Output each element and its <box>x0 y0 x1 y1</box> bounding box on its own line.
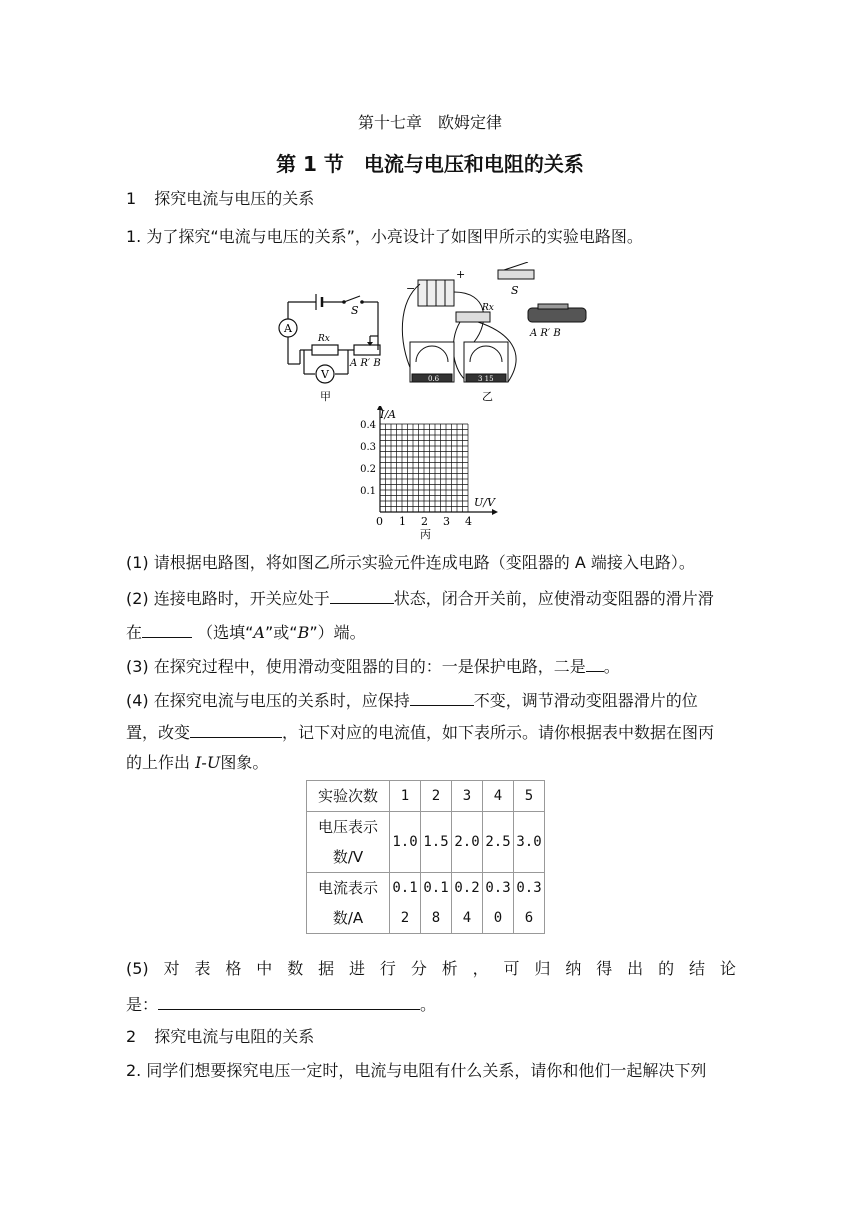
q1-5-char: 归 <box>534 959 551 978</box>
figure-yi-caption: 乙 <box>482 390 493 403</box>
q1-5-char: 格 <box>225 959 242 978</box>
q1-2-text-h: ”）端。 <box>309 623 366 642</box>
table-cell: 0.3 0 <box>483 873 514 934</box>
q1-5-char: 论 <box>719 959 736 978</box>
answer-blank-conclusion[interactable] <box>158 992 420 1010</box>
q1-4-text-c: 置，改变 <box>126 723 191 742</box>
apparatus-switch-label: S <box>511 284 519 297</box>
graph-x-tick-label: 2 <box>421 515 428 528</box>
q1-2-text-d: （选填“ <box>197 623 254 642</box>
apparatus-picture-yi <box>398 262 598 416</box>
chapter-heading: 第十七章 欧姆定律 <box>357 113 502 132</box>
q1-3-text-b: 。 <box>603 657 620 676</box>
question1-part5-line1 <box>126 958 736 980</box>
q1-4-text-b: 不变，调节滑动变阻器滑片的位 <box>473 691 698 710</box>
question1-part5-line2 <box>126 992 436 1016</box>
q1-5-char: 数 <box>287 959 304 978</box>
graph-y-tick-label: 0.1 <box>360 486 376 497</box>
q1-2-text-f: ”或“ <box>264 623 298 642</box>
q1-5-char: 出 <box>627 959 644 978</box>
answer-blank-switch-state[interactable] <box>330 586 394 604</box>
part2-heading <box>126 1026 314 1048</box>
table-cell: 1.5 <box>421 812 452 873</box>
question1-part2-line1 <box>126 586 714 610</box>
question1-intro: 1. 为了探究“电流与电压的关系”，小亮设计了如图甲所示的实验电路图。 <box>126 227 643 246</box>
q1-5-char: (5) <box>126 959 149 978</box>
q1-2-text-a: (2) 连接电路时，开关应处于 <box>126 589 330 608</box>
table-cell: 1.0 <box>390 812 421 873</box>
table-cell: 1 <box>390 781 421 812</box>
table-head-voltage: 电压表示 数/V <box>307 812 390 873</box>
q1-5-char: 得 <box>596 959 613 978</box>
q1-5-text-c: 。 <box>420 995 437 1014</box>
q1-5-char: 对 <box>163 959 180 978</box>
table-row <box>307 812 545 873</box>
question1-part2-line2 <box>126 620 366 644</box>
q1-5-char: 可 <box>503 959 520 978</box>
part1-title: 探究电流与电压的关系 <box>154 189 315 208</box>
data-table <box>306 780 545 934</box>
table-row <box>307 781 545 812</box>
part2-number: 2 <box>126 1027 137 1046</box>
option-a-letter: A <box>253 623 265 642</box>
table-cell: 2.5 <box>483 812 514 873</box>
q1-2-text-c: 在 <box>126 623 143 642</box>
table-cell: 2 <box>421 781 452 812</box>
q1-5-char: 析 <box>441 959 458 978</box>
q1-5-char: 行 <box>379 959 396 978</box>
graph-x-tick-label: 3 <box>443 515 450 528</box>
table-cell: 3 <box>452 781 483 812</box>
answer-blank-changed-quantity[interactable] <box>190 720 282 738</box>
answer-blank-slider-end[interactable] <box>142 620 192 638</box>
question1-part4-line3 <box>126 752 268 774</box>
q1-5-char: 据 <box>318 959 335 978</box>
table-head-trial: 实验次数 <box>307 781 390 812</box>
graph-y-tick-label: 0.2 <box>360 464 376 475</box>
table-cell: 2.0 <box>452 812 483 873</box>
rheostat-label: A R′ B <box>350 358 381 369</box>
resistor-label: Rx <box>318 334 330 344</box>
battery-plus-label: + <box>456 268 466 281</box>
option-b-letter: B <box>297 623 310 642</box>
q1-4-text-d: ，记下对应的电流值，如下表所示。请你根据表中数据在图丙 <box>282 723 715 742</box>
graph-x-axis-label: U/V <box>474 496 495 509</box>
voltmeter-range-label: 3 15 <box>478 375 494 383</box>
q1-2-text-b: 状态，闭合开关前，应使滑动变阻器的滑片滑 <box>393 589 714 608</box>
table-head-current: 电流表示 数/A <box>307 873 390 934</box>
graph-y-axis-label: I/A <box>380 408 396 421</box>
q1-5-char: 分 <box>410 959 427 978</box>
q1-4-text-g: 图象。 <box>220 753 269 772</box>
voltmeter-symbol-label: V <box>321 368 329 381</box>
q1-5-text-b: 是： <box>126 995 159 1014</box>
table-cell: 0.1 8 <box>421 873 452 934</box>
table-cell: 0.1 2 <box>390 873 421 934</box>
table-cell: 3.0 <box>514 812 545 873</box>
question1-part4-line2 <box>126 720 714 744</box>
question1-part4-line1 <box>126 688 698 712</box>
figure-jia-caption: 甲 <box>320 390 331 403</box>
ammeter-range-label: 0.6 <box>428 375 440 383</box>
table-cell: 5 <box>514 781 545 812</box>
ammeter-symbol-label: A <box>284 322 292 335</box>
iu-label: I-U <box>195 753 221 772</box>
battery-minus-label: − <box>406 282 416 295</box>
q1-4-text-e: 的上作出 <box>126 753 191 772</box>
switch-label: S <box>351 304 359 317</box>
graph-y-tick-label: 0.3 <box>360 442 376 453</box>
question1-part3 <box>126 654 620 678</box>
answer-blank-constant-quantity[interactable] <box>410 688 474 706</box>
table-cell: 4 <box>483 781 514 812</box>
section-title: 第 1 节 电流与电压和电阻的关系 <box>276 152 584 176</box>
q1-5-char: 表 <box>194 959 211 978</box>
answer-blank-rheostat-purpose[interactable] <box>586 654 604 672</box>
graph-x-tick-label: 4 <box>465 515 472 528</box>
graph-y-tick-label: 0.4 <box>360 420 376 431</box>
q1-5-char: ， <box>472 959 489 978</box>
q1-3-text-a: (3) 在探究过程中，使用滑动变阻器的目的：一是保护电路，二是 <box>126 657 586 676</box>
table-cell: 0.2 4 <box>452 873 483 934</box>
iu-graph-bing <box>356 406 506 550</box>
q1-4-text-a: (4) 在探究电流与电压的关系时，应保持 <box>126 691 410 710</box>
apparatus-rheostat-label: A R′ B <box>530 328 561 339</box>
graph-origin-label: 0 <box>376 515 383 528</box>
q1-5-char: 结 <box>688 959 705 978</box>
table-row <box>307 873 545 934</box>
part1-heading <box>126 188 314 210</box>
part2-title: 探究电流与电阻的关系 <box>154 1027 315 1046</box>
figure-bing-caption: 丙 <box>420 528 431 541</box>
q1-5-char: 进 <box>349 959 366 978</box>
q1-5-char: 的 <box>658 959 675 978</box>
apparatus-resistor-label: Rx <box>482 303 494 313</box>
graph-x-tick-label: 1 <box>399 515 406 528</box>
question2-intro: 2. 同学们想要探究电压一定时，电流与电阻有什么关系，请你和他们一起解决下列 <box>126 1061 707 1080</box>
part1-number: 1 <box>126 189 137 208</box>
question1-part1: (1) 请根据电路图，将如图乙所示实验元件连成电路（变阻器的 A 端接入电路）。 <box>126 553 695 572</box>
table-cell: 0.3 6 <box>514 873 545 934</box>
q1-5-char: 中 <box>256 959 273 978</box>
circuit-diagram-jia <box>270 262 400 416</box>
q1-5-char: 纳 <box>565 959 582 978</box>
